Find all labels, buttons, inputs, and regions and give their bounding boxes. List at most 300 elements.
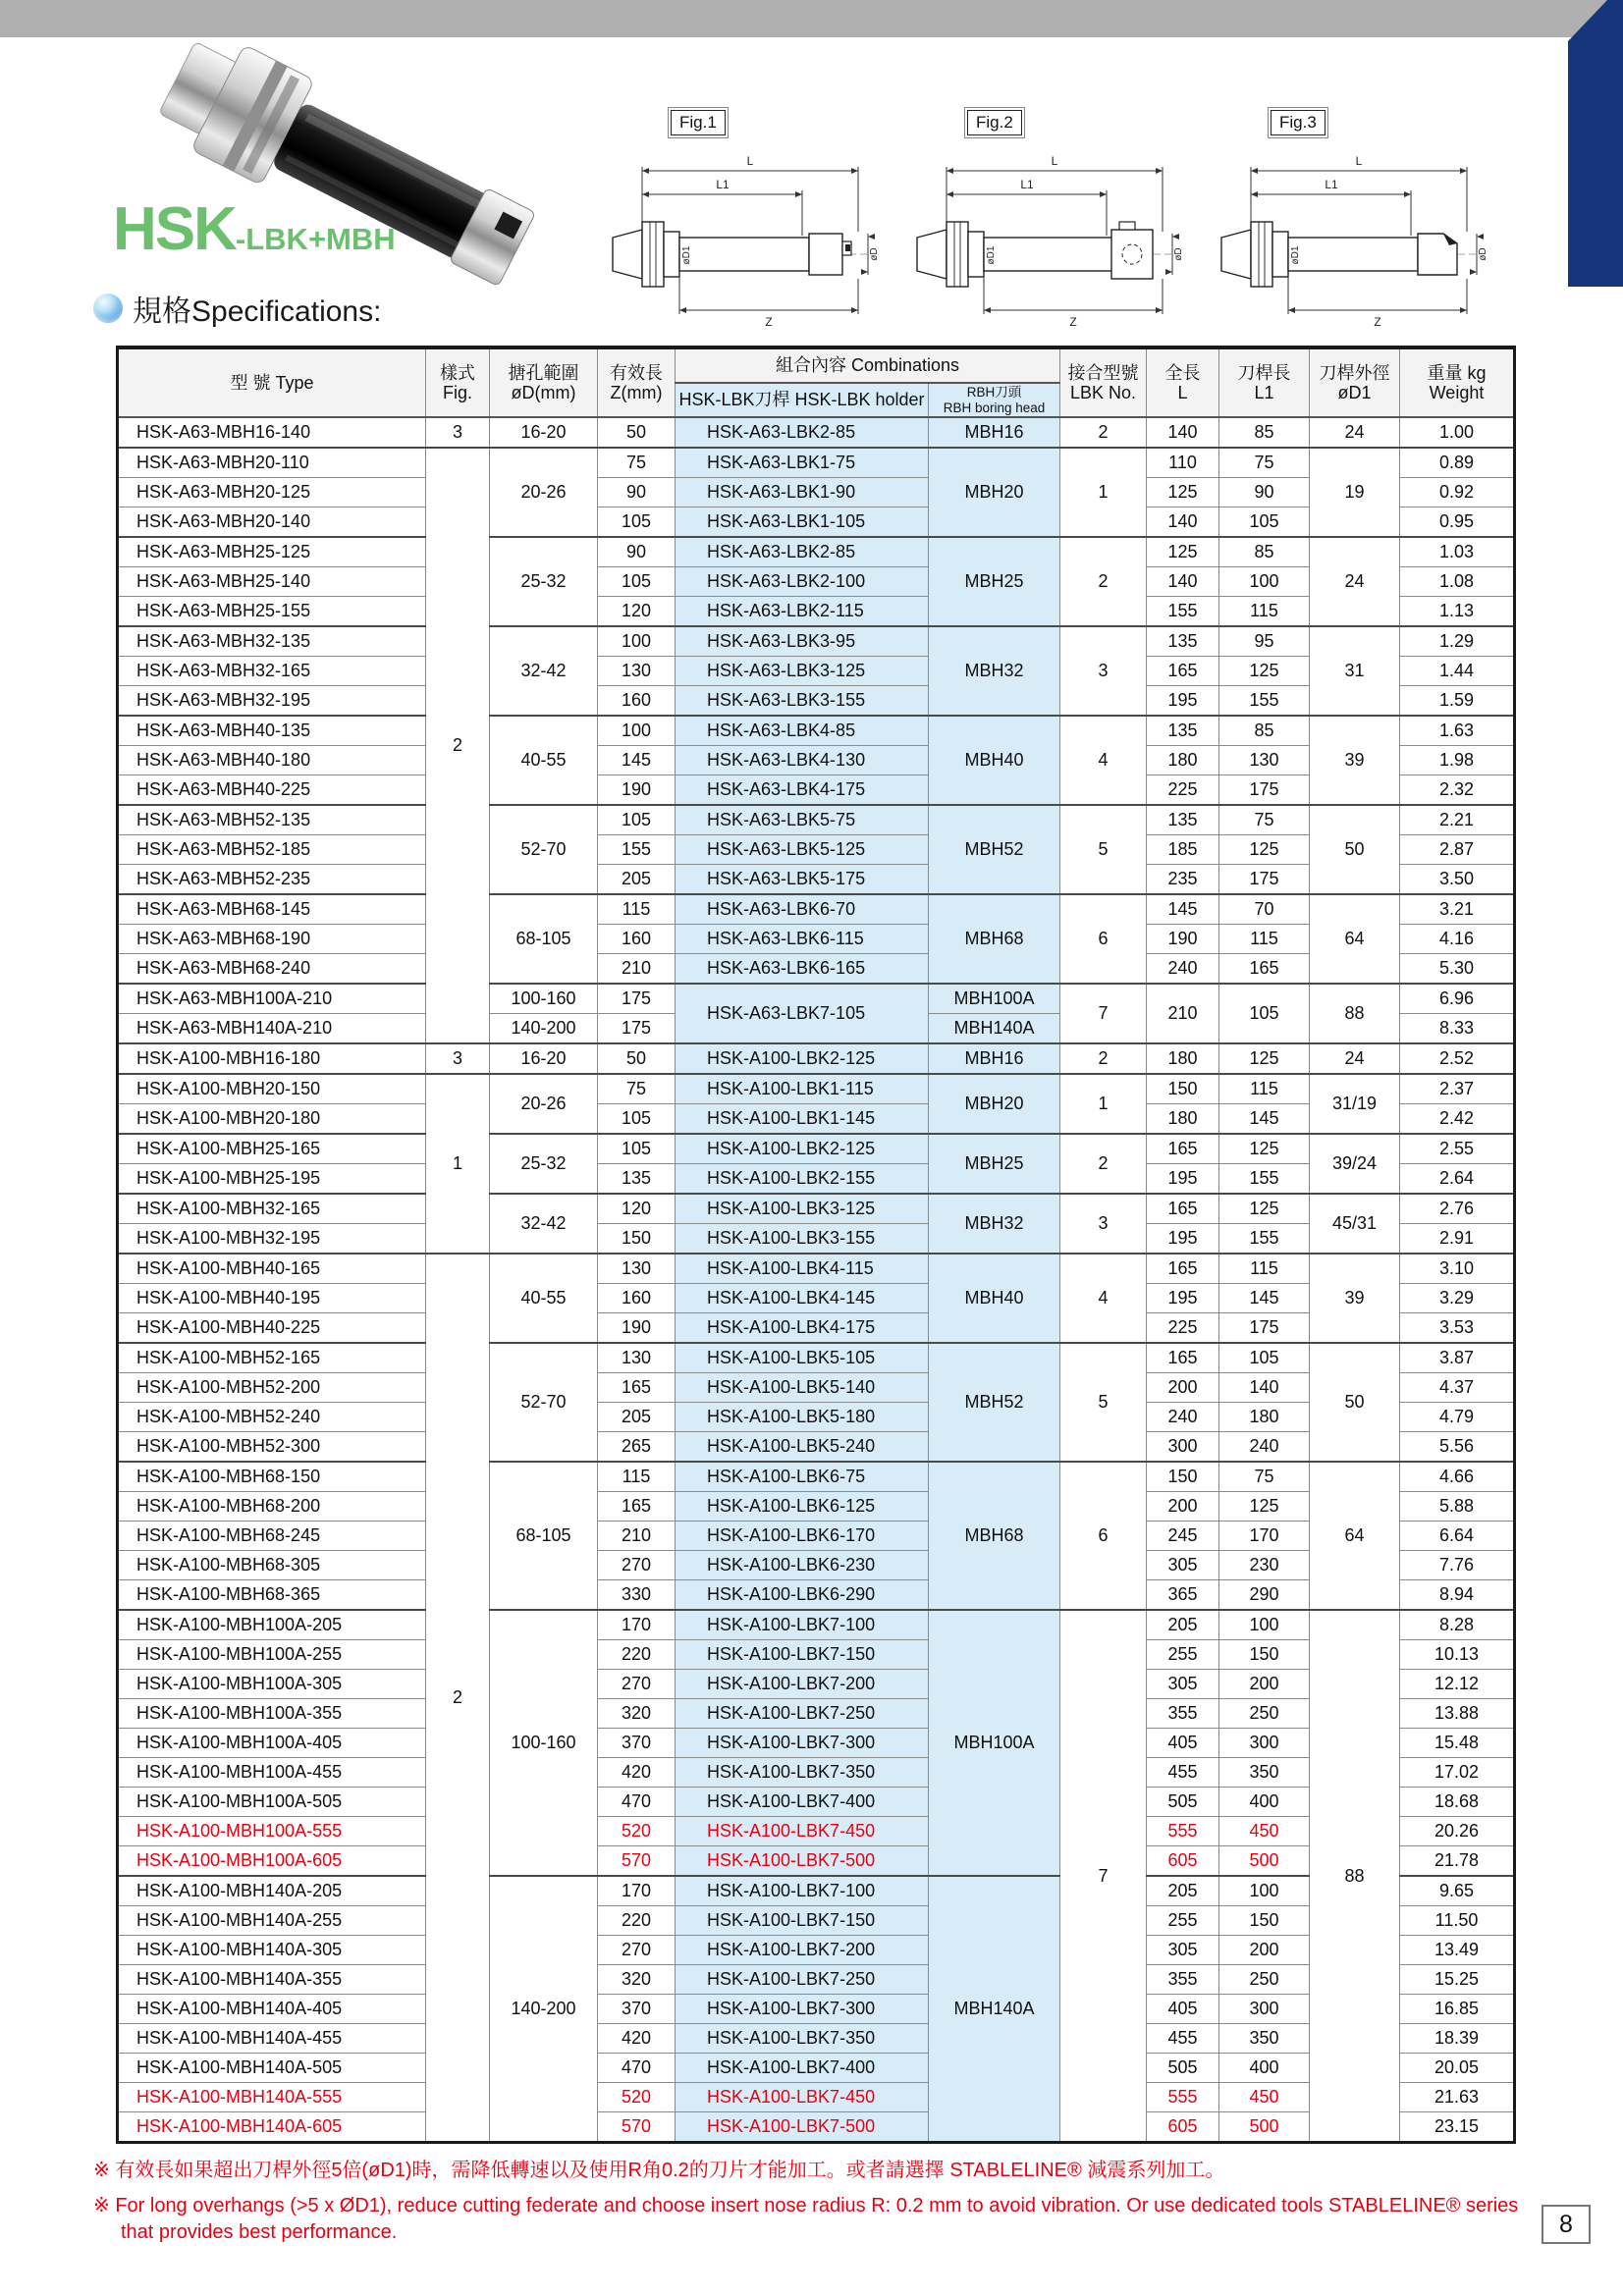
svg-text:L: L	[1051, 154, 1058, 168]
cell-holder: HSK-A100-LBK5-105	[676, 1343, 929, 1373]
cell-holder: HSK-A63-LBK2-115	[676, 597, 929, 627]
cell-type: HSK-A63-MBH25-155	[118, 597, 426, 627]
cell-lbk: 4	[1060, 716, 1147, 805]
cell-z: 90	[598, 537, 676, 567]
cell-type: HSK-A63-MBH68-145	[118, 894, 426, 925]
cell-type: HSK-A63-MBH32-135	[118, 626, 426, 657]
table-row	[118, 1995, 1515, 2024]
table-row	[118, 1965, 1515, 1995]
cell-z: 150	[598, 1224, 676, 1255]
cell-l: 195	[1147, 1224, 1219, 1255]
brand-title-sub: -LBK+MBH	[235, 222, 396, 256]
cell-l1: 175	[1219, 1313, 1310, 1344]
cell-l1: 155	[1219, 1224, 1310, 1255]
cell-weight: 2.32	[1400, 775, 1515, 806]
cell-weight: 5.88	[1400, 1492, 1515, 1522]
svg-text:øD1: øD1	[986, 245, 997, 265]
cell-l: 210	[1147, 984, 1219, 1043]
cell-holder: HSK-A100-LBK7-350	[676, 1758, 929, 1788]
cell-l1: 300	[1219, 1729, 1310, 1758]
cell-l1: 115	[1219, 1074, 1310, 1104]
cell-z: 170	[598, 1876, 676, 1906]
cell-z: 90	[598, 478, 676, 507]
table-row	[118, 1640, 1515, 1670]
cell-fig: 2	[426, 448, 490, 1043]
cell-weight: 13.49	[1400, 1936, 1515, 1965]
cell-type: HSK-A100-MBH52-165	[118, 1343, 426, 1373]
cell-l: 125	[1147, 478, 1219, 507]
table-row	[118, 1492, 1515, 1522]
col-header-weight: 重量 kg Weight	[1400, 347, 1515, 417]
cell-l: 125	[1147, 537, 1219, 567]
cell-l: 455	[1147, 1758, 1219, 1788]
cell-weight: 1.59	[1400, 686, 1515, 717]
cell-holder: HSK-A100-LBK6-125	[676, 1492, 929, 1522]
cell-z: 210	[598, 1522, 676, 1551]
cell-l: 555	[1147, 2083, 1219, 2112]
cell-l: 180	[1147, 746, 1219, 775]
cell-l: 195	[1147, 686, 1219, 717]
svg-text:øD: øD	[1173, 247, 1184, 261]
cell-z: 265	[598, 1432, 676, 1463]
cell-holder: HSK-A100-LBK7-350	[676, 2024, 929, 2054]
cell-holder: HSK-A100-LBK7-200	[676, 1670, 929, 1699]
cell-l1: 75	[1219, 448, 1310, 478]
cell-weight: 8.94	[1400, 1580, 1515, 1611]
table-row	[118, 1936, 1515, 1965]
cell-head: MBH40	[929, 716, 1060, 805]
cell-bore: 100-160	[490, 984, 598, 1014]
cell-type: HSK-A100-MBH68-200	[118, 1492, 426, 1522]
cell-l1: 250	[1219, 1699, 1310, 1729]
cell-l1: 105	[1219, 507, 1310, 538]
table-row	[118, 478, 1515, 507]
cell-l1: 125	[1219, 1134, 1310, 1164]
cell-l: 135	[1147, 805, 1219, 835]
table-row	[118, 567, 1515, 597]
cell-holder: HSK-A100-LBK1-145	[676, 1104, 929, 1135]
table-row	[118, 1164, 1515, 1195]
cell-l1: 85	[1219, 716, 1310, 746]
cell-holder: HSK-A100-LBK7-250	[676, 1965, 929, 1995]
cell-l: 190	[1147, 925, 1219, 954]
cell-head: MBH52	[929, 805, 1060, 894]
cell-type: HSK-A100-MBH100A-505	[118, 1788, 426, 1817]
cell-l: 305	[1147, 1936, 1219, 1965]
table-row	[118, 1284, 1515, 1313]
cell-weight: 1.63	[1400, 716, 1515, 746]
cell-bore: 16-20	[490, 1043, 598, 1074]
cell-weight: 3.10	[1400, 1254, 1515, 1284]
col-header-type: 型 號 Type	[118, 347, 426, 417]
cell-lbk: 6	[1060, 894, 1147, 984]
cell-holder: HSK-A63-LBK7-105	[676, 984, 929, 1043]
cell-bore: 100-160	[490, 1610, 598, 1876]
cell-d1: 19	[1310, 448, 1400, 537]
cell-weight: 1.98	[1400, 746, 1515, 775]
svg-text:Z: Z	[1069, 315, 1077, 329]
cell-fig: 3	[426, 1043, 490, 1074]
cell-z: 75	[598, 448, 676, 478]
cell-holder: HSK-A63-LBK4-130	[676, 746, 929, 775]
cell-lbk: 4	[1060, 1254, 1147, 1343]
cell-z: 210	[598, 954, 676, 985]
cell-type: HSK-A63-MBH25-125	[118, 537, 426, 567]
cell-l1: 130	[1219, 746, 1310, 775]
cell-weight: 4.16	[1400, 925, 1515, 954]
table-row	[118, 597, 1515, 627]
table-row	[118, 507, 1515, 538]
cell-holder: HSK-A100-LBK5-180	[676, 1403, 929, 1432]
cell-bore: 32-42	[490, 626, 598, 716]
cell-holder: HSK-A100-LBK7-450	[676, 1817, 929, 1846]
cell-head: MBH100A	[929, 984, 1060, 1014]
fig3-label: Fig.3	[1271, 110, 1325, 135]
table-row	[118, 1074, 1515, 1104]
cell-z: 105	[598, 567, 676, 597]
cell-holder: HSK-A63-LBK6-70	[676, 894, 929, 925]
cell-z: 175	[598, 1014, 676, 1044]
cell-holder: HSK-A100-LBK7-500	[676, 2112, 929, 2143]
cell-weight: 4.37	[1400, 1373, 1515, 1403]
cell-lbk: 5	[1060, 1343, 1147, 1462]
cell-l1: 145	[1219, 1284, 1310, 1313]
svg-text:Z: Z	[765, 315, 773, 329]
cell-type: HSK-A100-MBH25-195	[118, 1164, 426, 1195]
svg-text:L: L	[1355, 154, 1363, 168]
cell-d1: 31/19	[1310, 1074, 1400, 1134]
cell-l1: 400	[1219, 2054, 1310, 2083]
cell-l: 185	[1147, 835, 1219, 865]
svg-text:L1: L1	[1020, 178, 1034, 191]
svg-text:Z: Z	[1374, 315, 1381, 329]
cell-l1: 200	[1219, 1670, 1310, 1699]
table-row	[118, 894, 1515, 925]
cell-holder: HSK-A63-LBK1-75	[676, 448, 929, 478]
cell-holder: HSK-A100-LBK5-140	[676, 1373, 929, 1403]
cell-z: 570	[598, 2112, 676, 2143]
cell-z: 320	[598, 1965, 676, 1995]
cell-l1: 350	[1219, 2024, 1310, 2054]
cell-lbk: 3	[1060, 1194, 1147, 1254]
cell-l1: 140	[1219, 1373, 1310, 1403]
cell-z: 470	[598, 1788, 676, 1817]
cell-holder: HSK-A100-LBK6-75	[676, 1462, 929, 1492]
cell-weight: 8.28	[1400, 1610, 1515, 1640]
cell-weight: 17.02	[1400, 1758, 1515, 1788]
cell-type: HSK-A100-MBH140A-205	[118, 1876, 426, 1906]
cell-weight: 20.26	[1400, 1817, 1515, 1846]
table-row	[118, 925, 1515, 954]
cell-z: 205	[598, 865, 676, 895]
cell-l: 140	[1147, 507, 1219, 538]
cell-weight: 16.85	[1400, 1995, 1515, 2024]
cell-fig: 2	[426, 1254, 490, 2143]
table-row	[118, 1846, 1515, 1877]
cell-type: HSK-A100-MBH100A-405	[118, 1729, 426, 1758]
cell-weight: 21.78	[1400, 1846, 1515, 1877]
cell-bore: 20-26	[490, 448, 598, 537]
cell-z: 160	[598, 925, 676, 954]
brand-title-main: HSK	[113, 195, 236, 263]
cell-z: 100	[598, 716, 676, 746]
cell-l: 605	[1147, 2112, 1219, 2143]
cell-l: 200	[1147, 1373, 1219, 1403]
cell-l: 150	[1147, 1074, 1219, 1104]
table-row	[118, 1522, 1515, 1551]
cell-weight: 1.03	[1400, 537, 1515, 567]
cell-head: MBH52	[929, 1343, 1060, 1462]
svg-text:øD1: øD1	[681, 245, 692, 265]
cell-z: 170	[598, 1610, 676, 1640]
cell-l1: 100	[1219, 1876, 1310, 1906]
cell-weight: 21.63	[1400, 2083, 1515, 2112]
svg-text:L1: L1	[716, 178, 730, 191]
cell-holder: HSK-A63-LBK2-85	[676, 417, 929, 448]
cell-l: 200	[1147, 1492, 1219, 1522]
table-row	[118, 2024, 1515, 2054]
cell-z: 370	[598, 1729, 676, 1758]
fig3-drawing	[1210, 143, 1514, 330]
cell-lbk: 1	[1060, 1074, 1147, 1134]
product-photo	[145, 27, 573, 322]
cell-bore: 68-105	[490, 1462, 598, 1610]
cell-z: 100	[598, 626, 676, 657]
cell-type: HSK-A100-MBH40-195	[118, 1284, 426, 1313]
cell-type: HSK-A63-MBH52-235	[118, 865, 426, 895]
cell-head: MBH40	[929, 1254, 1060, 1343]
cell-z: 420	[598, 1758, 676, 1788]
cell-z: 50	[598, 417, 676, 448]
cell-lbk: 2	[1060, 417, 1147, 448]
cell-head: MBH100A	[929, 1610, 1060, 1876]
spec-heading-text: 規格Specifications:	[133, 295, 382, 328]
cell-weight: 23.15	[1400, 2112, 1515, 2143]
cell-type: HSK-A63-MBH40-135	[118, 716, 426, 746]
table-row	[118, 805, 1515, 835]
cell-l: 255	[1147, 1640, 1219, 1670]
cell-z: 520	[598, 1817, 676, 1846]
cell-lbk: 3	[1060, 626, 1147, 716]
cell-weight: 2.42	[1400, 1104, 1515, 1135]
cell-l1: 70	[1219, 894, 1310, 925]
table-row	[118, 1432, 1515, 1463]
col-header-z: 有效長 Z(mm)	[598, 347, 676, 417]
cell-z: 270	[598, 1551, 676, 1580]
cell-l: 455	[1147, 2024, 1219, 2054]
col-header-holder: HSK-LBK刀桿 HSK-LBK holder	[676, 383, 929, 417]
col-header-l1: 刀桿長 L1	[1219, 347, 1310, 417]
cell-l1: 100	[1219, 567, 1310, 597]
cell-bore: 25-32	[490, 1134, 598, 1194]
cell-l: 135	[1147, 716, 1219, 746]
cell-holder: HSK-A63-LBK3-155	[676, 686, 929, 717]
cell-d1: 64	[1310, 894, 1400, 984]
cell-z: 320	[598, 1699, 676, 1729]
cell-type: HSK-A100-MBH140A-455	[118, 2024, 426, 2054]
cell-type: HSK-A63-MBH100A-210	[118, 984, 426, 1014]
table-row	[118, 1134, 1515, 1164]
cell-l: 255	[1147, 1906, 1219, 1936]
cell-type: HSK-A63-MBH68-240	[118, 954, 426, 985]
cell-type: HSK-A100-MBH140A-305	[118, 1936, 426, 1965]
cell-l1: 500	[1219, 2112, 1310, 2143]
cell-type: HSK-A100-MBH140A-505	[118, 2054, 426, 2083]
cell-weight: 7.76	[1400, 1551, 1515, 1580]
globe-icon	[93, 294, 123, 323]
cell-l: 195	[1147, 1284, 1219, 1313]
cell-l: 205	[1147, 1610, 1219, 1640]
cell-z: 130	[598, 657, 676, 686]
cell-type: HSK-A100-MBH100A-455	[118, 1758, 426, 1788]
cell-l1: 175	[1219, 865, 1310, 895]
cell-d1: 45/31	[1310, 1194, 1400, 1254]
cell-bore: 20-26	[490, 1074, 598, 1134]
cell-z: 330	[598, 1580, 676, 1611]
svg-text:øD1: øD1	[1290, 245, 1301, 265]
cell-d1: 24	[1310, 1043, 1400, 1074]
cell-l: 405	[1147, 1995, 1219, 2024]
cell-l1: 125	[1219, 835, 1310, 865]
cell-weight: 0.95	[1400, 507, 1515, 538]
cell-l: 205	[1147, 1876, 1219, 1906]
table-row	[118, 1876, 1515, 1906]
cell-type: HSK-A63-MBH52-185	[118, 835, 426, 865]
cell-l: 300	[1147, 1432, 1219, 1463]
cell-z: 570	[598, 1846, 676, 1877]
cell-bore: 32-42	[490, 1194, 598, 1254]
cell-l: 140	[1147, 567, 1219, 597]
cell-type: HSK-A100-MBH100A-255	[118, 1640, 426, 1670]
cell-l1: 125	[1219, 1492, 1310, 1522]
footnotes	[93, 2158, 1532, 2255]
table-row	[118, 417, 1515, 448]
table-row	[118, 537, 1515, 567]
fig2-drawing	[905, 143, 1210, 330]
cell-l1: 300	[1219, 1995, 1310, 2024]
cell-lbk: 5	[1060, 805, 1147, 894]
cell-head: MBH140A	[929, 1876, 1060, 2143]
cell-weight: 18.39	[1400, 2024, 1515, 2054]
cell-head: MBH16	[929, 417, 1060, 448]
cell-l: 135	[1147, 626, 1219, 657]
cell-holder: HSK-A100-LBK7-200	[676, 1936, 929, 1965]
cell-l: 165	[1147, 1194, 1219, 1224]
cell-type: HSK-A63-MBH140A-210	[118, 1014, 426, 1044]
cell-l1: 125	[1219, 1043, 1310, 1074]
table-row	[118, 775, 1515, 806]
cell-z: 220	[598, 1906, 676, 1936]
spec-table-body	[118, 417, 1515, 2143]
cell-type: HSK-A100-MBH16-180	[118, 1043, 426, 1074]
col-header-d1: 刀桿外徑 øD1	[1310, 347, 1400, 417]
table-row	[118, 2054, 1515, 2083]
cell-z: 120	[598, 1194, 676, 1224]
cell-bore: 52-70	[490, 805, 598, 894]
cell-l1: 500	[1219, 1846, 1310, 1877]
table-row	[118, 1194, 1515, 1224]
cell-l: 165	[1147, 1343, 1219, 1373]
cell-weight: 1.00	[1400, 417, 1515, 448]
cell-l: 145	[1147, 894, 1219, 925]
cell-weight: 4.79	[1400, 1403, 1515, 1432]
cell-weight: 15.48	[1400, 1729, 1515, 1758]
cell-lbk: 2	[1060, 1043, 1147, 1074]
cell-weight: 2.21	[1400, 805, 1515, 835]
table-row	[118, 1580, 1515, 1611]
cell-z: 105	[598, 1134, 676, 1164]
cell-holder: HSK-A100-LBK3-155	[676, 1224, 929, 1255]
cell-type: HSK-A100-MBH20-180	[118, 1104, 426, 1135]
cell-l: 180	[1147, 1043, 1219, 1074]
cell-z: 220	[598, 1640, 676, 1670]
cell-holder: HSK-A100-LBK6-170	[676, 1522, 929, 1551]
cell-l: 140	[1147, 417, 1219, 448]
cell-head: MBH16	[929, 1043, 1060, 1074]
cell-type: HSK-A100-MBH32-165	[118, 1194, 426, 1224]
cell-holder: HSK-A100-LBK7-150	[676, 1640, 929, 1670]
cell-holder: HSK-A100-LBK7-100	[676, 1876, 929, 1906]
table-row	[118, 1343, 1515, 1373]
cell-weight: 4.66	[1400, 1462, 1515, 1492]
cell-bore: 40-55	[490, 1254, 598, 1343]
cell-z: 190	[598, 1313, 676, 1344]
cell-l: 355	[1147, 1965, 1219, 1995]
cell-z: 160	[598, 1284, 676, 1313]
cell-type: HSK-A100-MBH100A-305	[118, 1670, 426, 1699]
cell-l: 245	[1147, 1522, 1219, 1551]
cell-holder: HSK-A63-LBK5-75	[676, 805, 929, 835]
table-row	[118, 1610, 1515, 1640]
cell-z: 130	[598, 1343, 676, 1373]
cell-z: 520	[598, 2083, 676, 2112]
cell-weight: 9.65	[1400, 1876, 1515, 1906]
cell-l: 305	[1147, 1670, 1219, 1699]
cell-holder: HSK-A100-LBK4-175	[676, 1313, 929, 1344]
cell-head: MBH25	[929, 1134, 1060, 1194]
cell-l1: 145	[1219, 1104, 1310, 1135]
cell-l: 365	[1147, 1580, 1219, 1611]
cell-z: 155	[598, 835, 676, 865]
cell-l: 355	[1147, 1699, 1219, 1729]
svg-text:øD: øD	[869, 247, 880, 261]
cell-l1: 240	[1219, 1432, 1310, 1463]
cell-l: 505	[1147, 2054, 1219, 2083]
cell-lbk: 7	[1060, 984, 1147, 1043]
cell-l1: 100	[1219, 1610, 1310, 1640]
cell-lbk: 6	[1060, 1462, 1147, 1610]
cell-type: HSK-A63-MBH16-140	[118, 417, 426, 448]
footnote-en: ※ For long overhangs (>5 x ØD1), reduce cutting federate and choose insert nose radius R: 0.2 mm to avoid vibration. Or use dedicated tools STABLELINE® series that provides best performance.	[93, 2195, 1519, 2243]
cell-z: 115	[598, 894, 676, 925]
cell-holder: HSK-A100-LBK7-400	[676, 1788, 929, 1817]
cell-type: HSK-A100-MBH140A-555	[118, 2083, 426, 2112]
table-row	[118, 1729, 1515, 1758]
cell-weight: 2.37	[1400, 1074, 1515, 1104]
cell-lbk: 2	[1060, 537, 1147, 626]
cell-z: 130	[598, 1254, 676, 1284]
cell-type: HSK-A63-MBH40-225	[118, 775, 426, 806]
cell-d1: 88	[1310, 984, 1400, 1043]
cell-l: 405	[1147, 1729, 1219, 1758]
cell-d1: 50	[1310, 1343, 1400, 1462]
svg-text:L1: L1	[1325, 178, 1338, 191]
cell-type: HSK-A100-MBH52-300	[118, 1432, 426, 1463]
cell-holder: HSK-A100-LBK4-145	[676, 1284, 929, 1313]
cell-l1: 75	[1219, 1462, 1310, 1492]
page-number: 8	[1542, 2205, 1591, 2244]
col-header-lbk: 接合型號 LBK No.	[1060, 347, 1147, 417]
